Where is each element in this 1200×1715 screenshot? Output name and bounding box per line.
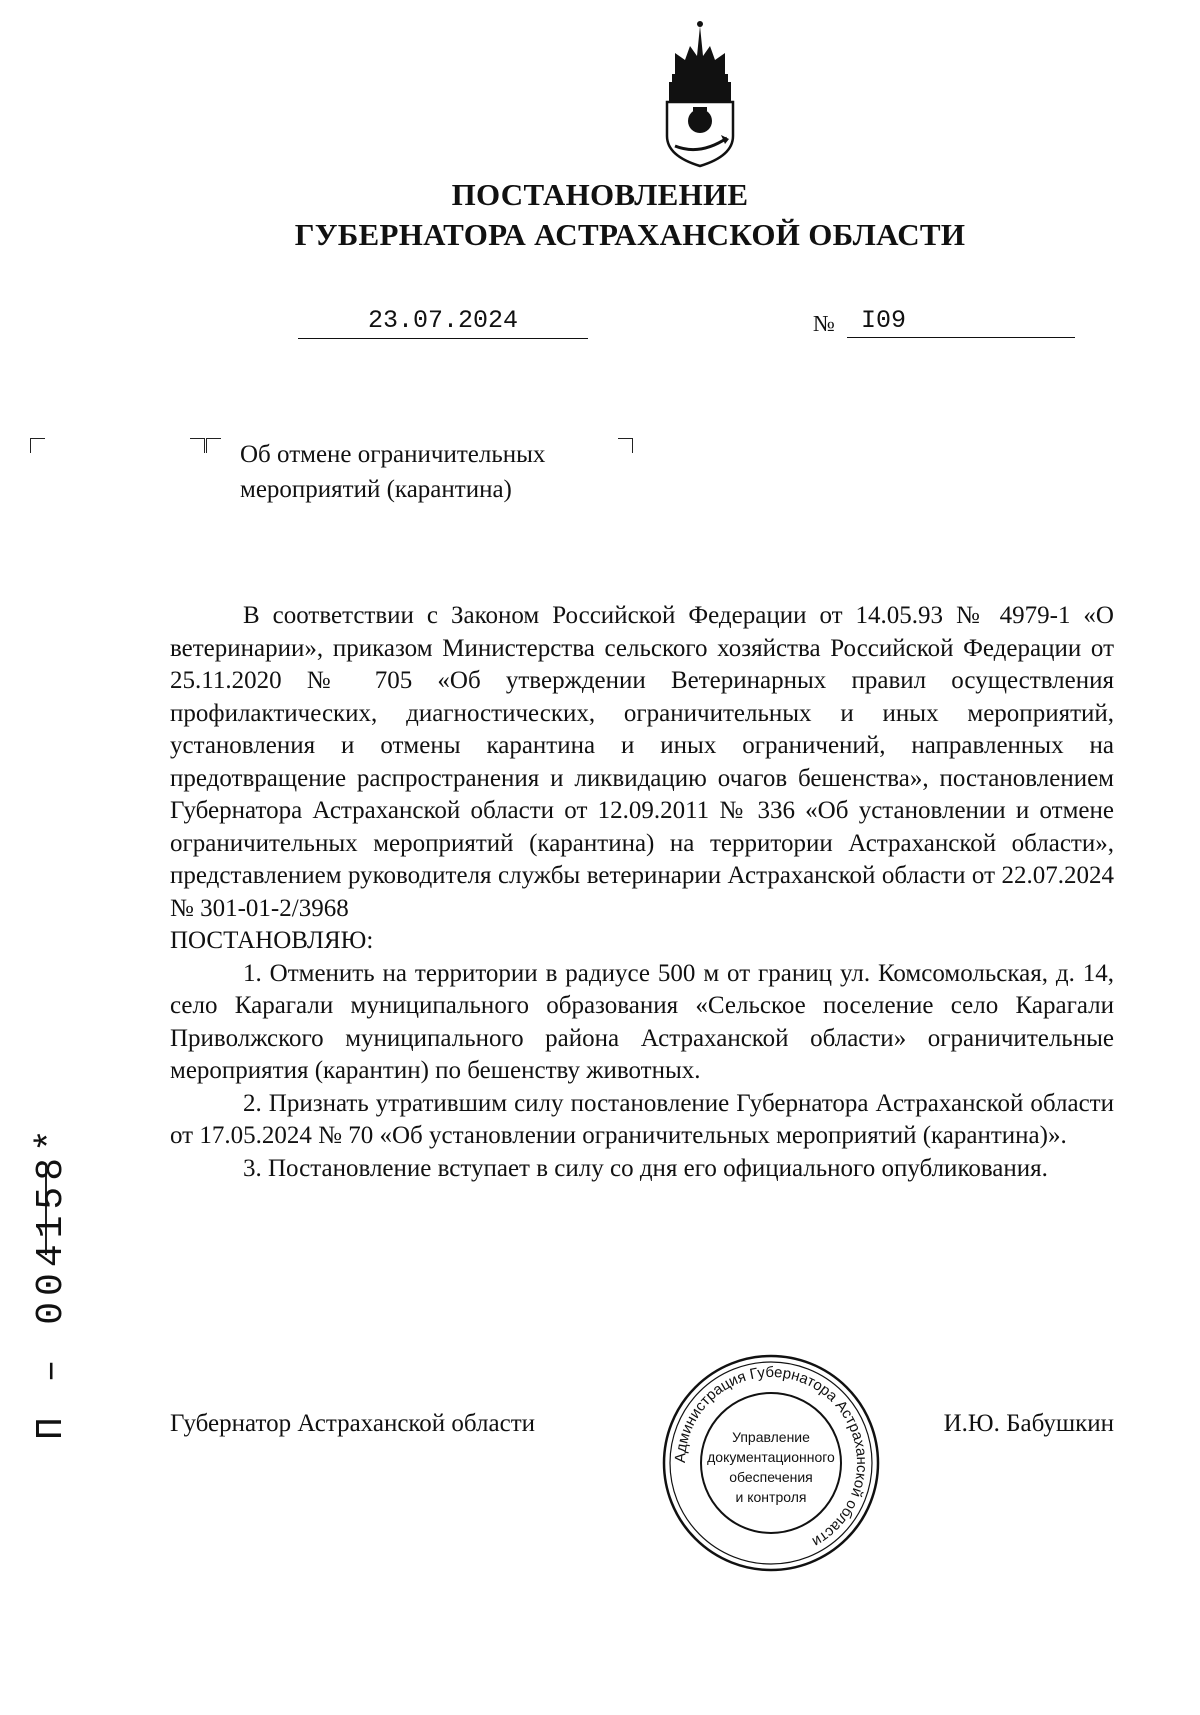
signatory-name: И.Ю. Бабушкин [943, 1410, 1114, 1437]
number-label: № [813, 311, 835, 336]
registry-number: П – 004158* [30, 1123, 73, 1440]
preamble-paragraph: В соответствии с Законом Российской Федерации от 14.05.93 № 4979-1 «О ветеринарии», приказом Министерства сельского хозяйства Российской Федерации от 25.11.2020 № 705 «Об утверждении Ветеринарных правил осуществления профилактических, диагностических, ограничительных и иных мероприятий, установления и отмены карантина и иных ограничений, направленных на предотвращение распространения и ликвидацию очагов бешенства», постановлением Губернатора Астраханской области от 12.09.2011 № 336 «Об установлении и отмене ограничительных мероприятий (карантина) на территории Астраханской области», представлением руководителя службы ветеринарии Астраханской области от 22.07.2024 № 301-01-2/3968 [170, 602, 1114, 922]
official-seal [660, 1352, 882, 1574]
subject-line: Об отмене ограничительных [240, 441, 546, 468]
decree-word: ПОСТАНОВЛЯЮ: [170, 927, 374, 954]
corner-mark [618, 438, 633, 453]
decree-item: 3. Постановление вступает в силу со дня его официального опубликования. [243, 1154, 1048, 1182]
document-date: 23.07.2024 [298, 306, 588, 339]
seal-center-line: Управление [732, 1429, 810, 1445]
document-body [170, 600, 1114, 1185]
corner-mark [206, 438, 221, 453]
corner-mark [190, 438, 205, 453]
decree-item: 1. Отменить на территории в радиусе 500 м от границ ул. Комсомольская, д. 14, село Карагали муниципального образования «Сельское поселение село Карагали Приволжского муниципального района Астраханской области» ограничительные мероприятия (карантин) по бешенству животных. [170, 959, 1114, 1084]
document-subtitle: ГУБЕРНАТОРА АСТРАХАНСКОЙ ОБЛАСТИ [294, 217, 966, 252]
subject-line: мероприятий (карантина) [240, 476, 512, 503]
seal-center-line: документационного [707, 1449, 835, 1465]
document-number: I09 [847, 306, 1075, 338]
seal-center-line: и контроля [735, 1489, 807, 1505]
document-subject [240, 437, 545, 507]
document-title: ПОСТАНОВЛЕНИЕ [451, 177, 749, 212]
corner-mark [30, 438, 45, 453]
seal-ring-text: Администрация Губернатора Астраханской области [671, 1363, 871, 1551]
coat-of-arms-emblem [655, 18, 745, 168]
seal-center-line: обеспечения [729, 1469, 813, 1485]
signatory-title: Губернатор Астраханской области [170, 1410, 536, 1437]
decree-item: 2. Признать утратившим силу постановление Губернатора Астраханской области от 17.05.2024 № 70 «Об установлении ограничительных мероприятий (карантина)». [170, 1089, 1114, 1149]
